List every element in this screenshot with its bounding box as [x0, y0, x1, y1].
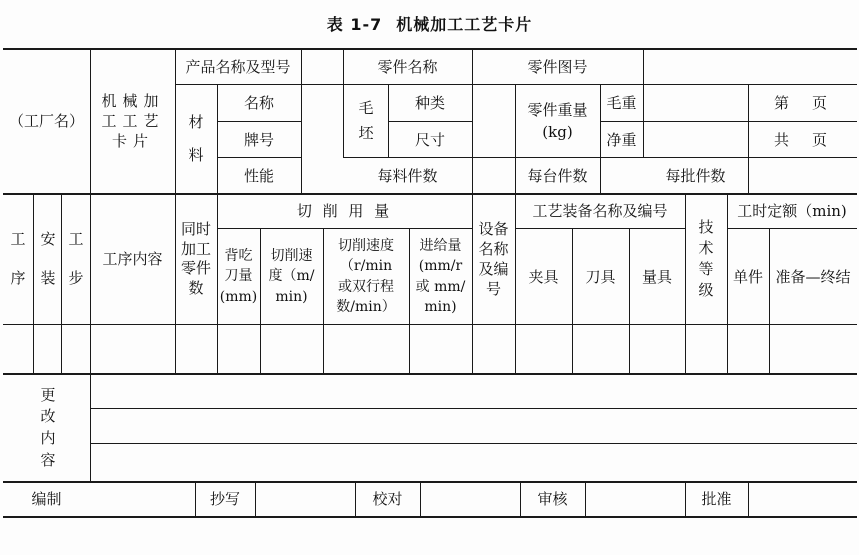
prep-final-col: 准备—终结 — [775, 267, 851, 286]
checked-label: 校对 — [372, 490, 403, 508]
material-name-label: 名称 — [243, 94, 274, 112]
content-col: 工序内容 — [102, 250, 163, 268]
cutting-group: 切 削 用 量 — [296, 202, 393, 220]
reviewed-label: 审核 — [537, 490, 568, 508]
pieces-per-batch-label: 每批件数 — [665, 166, 726, 185]
rule — [33, 193, 34, 374]
page-total-label: 共 页 — [773, 130, 831, 149]
install-col: 安装 — [40, 230, 56, 287]
pieces-per-material-label: 每料件数 — [377, 166, 438, 185]
net-weight-label: 净重 — [606, 130, 637, 149]
feed-line2: (mm/r — [418, 258, 463, 275]
cut-speed-line3: min) — [275, 288, 308, 305]
cut-speed-line2: 度（m/ — [268, 268, 315, 285]
rule — [685, 193, 686, 374]
spindle-speed-line2: （r/min — [339, 258, 393, 275]
rule — [90, 408, 857, 409]
table-number: 表 1-7 — [326, 15, 383, 34]
feed-line4: min) — [424, 298, 457, 315]
material-label: 材料 — [188, 113, 204, 164]
process-col: 工序 — [10, 230, 26, 287]
rule — [90, 443, 857, 444]
cutter-col: 刀具 — [585, 267, 616, 286]
spindle-speed-line3: 或双行程 — [338, 278, 394, 295]
rule — [420, 481, 421, 517]
rule — [643, 48, 644, 157]
simultaneous-col: 同时加工零件数 — [180, 220, 211, 297]
blank-label: 毛坯 — [358, 98, 374, 142]
cut-depth-line1: 背吃 — [224, 248, 253, 265]
rule — [301, 48, 302, 193]
spindle-speed-line4: 数/min） — [336, 298, 396, 315]
blank-size-label: 尺寸 — [414, 130, 445, 149]
gross-weight-label: 毛重 — [606, 94, 637, 112]
material-property-label: 性能 — [243, 166, 274, 185]
part-weight-unit: (kg) — [542, 123, 573, 141]
feed-line1: 进给量 — [419, 237, 462, 254]
rule-section — [3, 373, 857, 375]
time-quota-group: 工时定额（min) — [737, 202, 847, 220]
approved-label: 批准 — [701, 490, 732, 508]
spindle-speed-col — [323, 229, 409, 324]
rule-bottom — [3, 516, 857, 518]
change-content-label: 更改内容 — [40, 385, 56, 469]
cut-speed-line1: 切削速 — [270, 248, 313, 265]
rule — [255, 481, 256, 517]
feed-line3: 或 mm/ — [415, 278, 466, 295]
rule — [175, 193, 176, 374]
page-number-label: 第 页 — [773, 94, 831, 112]
equipment-col: 设备名称及编号 — [478, 219, 509, 299]
cut-depth-col — [217, 229, 260, 324]
prepared-label: 编制 — [31, 490, 62, 508]
copied-label: 抄写 — [209, 490, 240, 508]
factory-name: （工厂名） — [8, 112, 84, 130]
rule — [61, 193, 62, 374]
card-name: 机械加工工艺卡片 — [101, 91, 165, 151]
step-col: 工步 — [68, 230, 84, 287]
rule — [748, 481, 749, 517]
pieces-per-unit-label: 每台件数 — [527, 166, 588, 185]
rule — [585, 481, 586, 517]
gauge-col: 量具 — [641, 267, 672, 286]
cut-speed-col — [260, 229, 323, 324]
material-grade-label: 牌号 — [243, 130, 274, 149]
table-name: 机械加工工艺卡片 — [396, 15, 533, 34]
product-name-model-label: 产品名称及型号 — [185, 57, 291, 76]
tech-grade-col: 技术等级 — [698, 218, 714, 299]
part-drawing-no-label: 零件图号 — [527, 57, 588, 76]
rule — [472, 193, 473, 374]
rule — [90, 48, 91, 194]
unit-time-col: 单件 — [732, 267, 763, 286]
rule — [3, 324, 857, 325]
cut-depth-line2: 刀量 — [224, 268, 253, 285]
cut-depth-line3: (mm) — [219, 288, 258, 305]
part-weight-text: 零件重量 — [527, 100, 588, 119]
feed-col — [409, 229, 472, 324]
blank-type-label: 种类 — [414, 94, 445, 112]
part-name-label: 零件名称 — [377, 57, 438, 76]
part-weight-label — [515, 85, 600, 157]
tooling-group: 工艺装备名称及编号 — [532, 202, 668, 220]
fixture-col: 夹具 — [528, 267, 559, 286]
spindle-speed-line1: 切削速度 — [338, 237, 394, 254]
